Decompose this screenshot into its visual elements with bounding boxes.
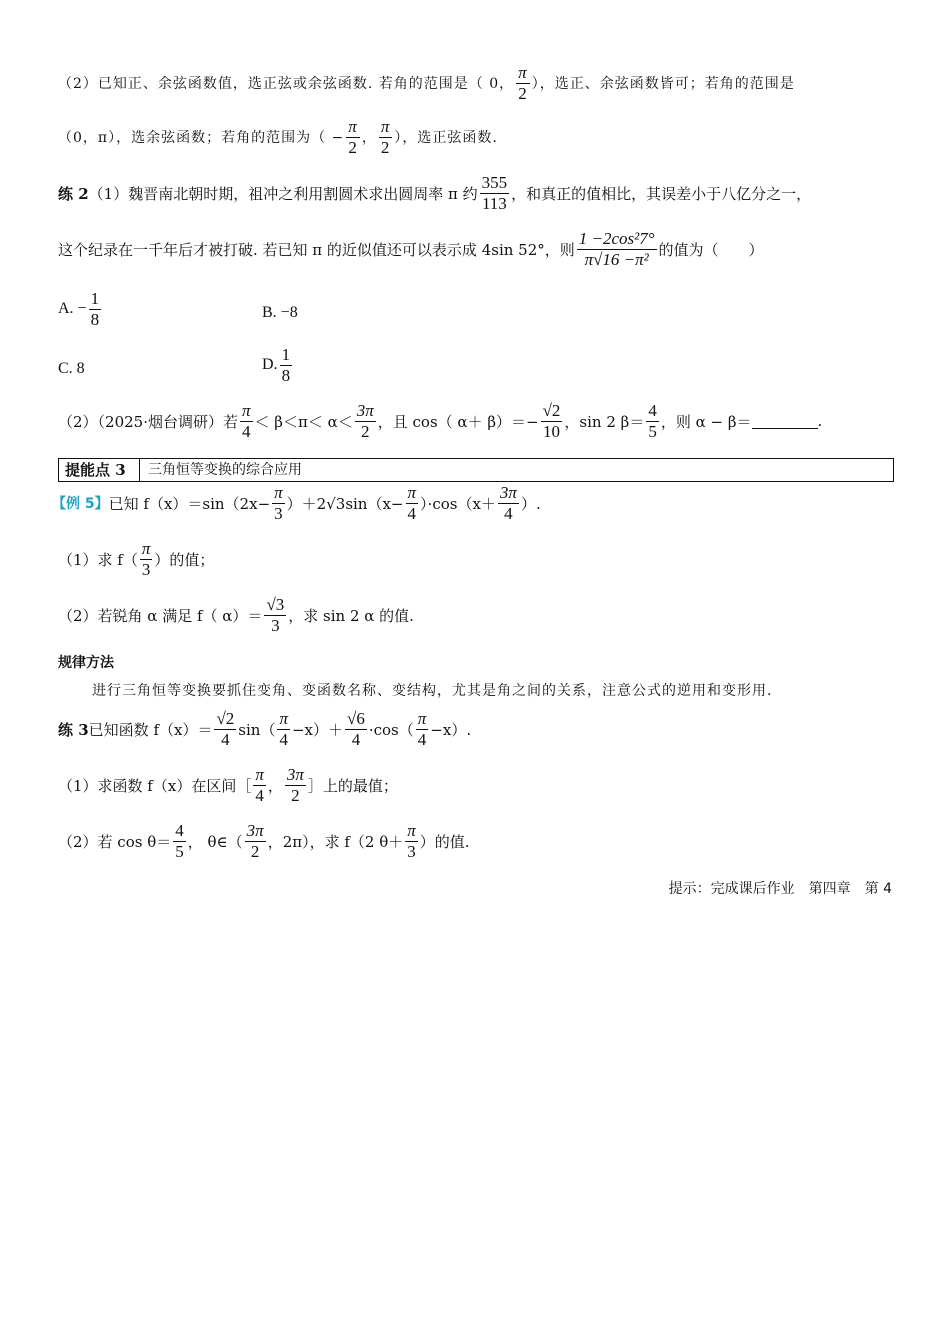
text: ， xyxy=(267,776,283,795)
fraction: $\frac{3\pi}{2}$ xyxy=(356,401,374,441)
fraction: $\frac{\pi}{4}$ xyxy=(279,709,288,749)
option-d[interactable]: D. $\frac{1}{8}$ xyxy=(262,345,291,385)
fraction: $\frac{3\pi}{2}$ xyxy=(246,821,264,861)
fraction: $\frac{√2}{4}$ xyxy=(216,709,235,749)
text: ，求 sin 2 α 的值. xyxy=(288,606,414,625)
footer-hint: 提示：完成课后作业 第四章 第 4 xyxy=(668,881,892,897)
text: （2）若 cos θ＝ xyxy=(58,832,172,851)
exercise-3-q2 xyxy=(58,822,470,861)
text: ）＋2√3sin（x− xyxy=(286,494,404,513)
method-title: 规律方法 xyxy=(58,655,114,671)
text: ）的值. xyxy=(419,832,470,851)
text: −x）＋ xyxy=(291,720,344,739)
fraction: $\frac{3\pi}{4}$ xyxy=(499,483,517,523)
text: ），选正弦函数. xyxy=(394,130,498,147)
fraction: $\frac{\pi}{4}$ xyxy=(255,765,264,805)
option-b[interactable]: B. −8 xyxy=(262,304,298,321)
text: （2）（2025·烟台调研）若 xyxy=(58,412,238,431)
example-5-line xyxy=(52,484,541,523)
fraction: $\frac{4}{5}$ xyxy=(175,821,184,861)
text: ，则 α − β＝ xyxy=(660,412,752,431)
exercise-2-line2 xyxy=(58,230,764,269)
option-c[interactable]: C. 8 xyxy=(58,360,85,377)
text: 已知 f（x）＝sin（2x− xyxy=(108,494,271,513)
exercise-2-q2 xyxy=(58,402,822,441)
exercise-label: 练 3 xyxy=(58,720,89,739)
fraction: $\frac{\pi}{3}$ xyxy=(274,483,283,523)
fraction: $\frac{√3}{3}$ xyxy=(266,595,285,635)
text: ， xyxy=(361,130,377,147)
fraction: $\frac{\pi}{3}$ xyxy=(141,539,151,579)
text: ·cos（ xyxy=(368,720,414,739)
text: −x）. xyxy=(430,720,472,739)
method-text: 进行三角恒等变换要抓住变角、变函数名称、变结构，尤其是角之间的关系，注意公式的逆用和变形用. xyxy=(92,683,773,699)
fraction: $\frac{√2}{10}$ xyxy=(542,401,561,441)
key-point-label: 提能点 3 xyxy=(59,459,140,481)
fraction: $\frac{3\pi}{2}$ xyxy=(286,765,304,805)
example-5-q1 xyxy=(58,540,214,579)
text: . xyxy=(817,412,823,431)
text: ），选正、余弦函数皆可；若角的范围是 xyxy=(531,76,795,93)
text: sin（ xyxy=(238,720,276,739)
text: （1）求函数 f（x）在区间［ xyxy=(58,776,252,795)
example-5-q2 xyxy=(58,596,414,635)
paragraph-line xyxy=(58,64,795,103)
fraction: $\frac{\pi}{2}$ xyxy=(348,117,358,157)
text: ＜ β＜π＜ α＜ xyxy=(254,412,353,431)
fraction: $\frac{\pi}{4}$ xyxy=(407,483,417,523)
fraction: $\frac{\pi}{2}$ xyxy=(380,117,391,157)
text: （0，π），选余弦函数；若角的范围为（ − xyxy=(58,130,345,147)
text: ）·cos（x＋ xyxy=(420,494,496,513)
option-a[interactable]: A. − $\frac{1}{8}$ xyxy=(58,289,100,329)
text: ］上的最值； xyxy=(307,776,398,795)
text: ，且 cos（ α＋ β）＝− xyxy=(377,412,539,431)
fraction: $\frac{\pi}{4}$ xyxy=(417,709,427,749)
key-point-box xyxy=(58,458,894,482)
exercise-3-line xyxy=(58,710,471,749)
text: ，sin 2 β＝ xyxy=(564,412,645,431)
example-label: 【例 5】 xyxy=(52,496,109,513)
fraction: $\frac{355}{113}$ xyxy=(481,173,508,213)
fraction: $\frac{√6}{4}$ xyxy=(347,709,365,749)
exercise-2-line xyxy=(58,174,811,213)
text: （1）求 f（ xyxy=(58,550,138,569)
text: ，和真正的值相比，其误差小于八亿分之一， xyxy=(511,184,812,203)
paragraph-line xyxy=(58,118,498,157)
exercise-3-q1 xyxy=(58,766,398,805)
fraction: $\frac{\text{1 −2cos²7°}}{\text{π√16 −π²}}$ xyxy=(578,229,655,269)
fraction: $\frac{\pi}{2}$ xyxy=(518,63,528,103)
text: ， θ∈（ xyxy=(187,832,243,851)
text: 已知函数 f（x）＝ xyxy=(88,720,213,739)
text: ）的值； xyxy=(154,550,215,569)
text: ）. xyxy=(520,494,541,513)
text: 的值为（ ） xyxy=(658,240,764,259)
text: （2）若锐角 α 满足 f（ α）＝ xyxy=(58,606,263,625)
text: 这个纪录在一千年后才被打破. 若已知 π 的近似值还可以表示成 4sin 52°，则 xyxy=(58,240,575,259)
key-point-title: 三角恒等变换的综合应用 xyxy=(148,462,302,478)
fraction: $\frac{4}{5}$ xyxy=(648,401,657,441)
answer-blank[interactable] xyxy=(752,414,818,429)
text: （2）已知正、余弦函数值，选正弦或余弦函数. 若角的范围是（ 0， xyxy=(58,76,515,93)
text: ，2π），求 f（2 θ＋ xyxy=(267,832,404,851)
text: （1）魏晋南北朝时期，祖冲之利用割圆术求出圆周率 π 约 xyxy=(88,184,478,203)
fraction: $\frac{\pi}{3}$ xyxy=(407,821,416,861)
fraction: $\frac{\pi}{4}$ xyxy=(242,401,251,441)
exercise-label: 练 2 xyxy=(58,184,89,203)
